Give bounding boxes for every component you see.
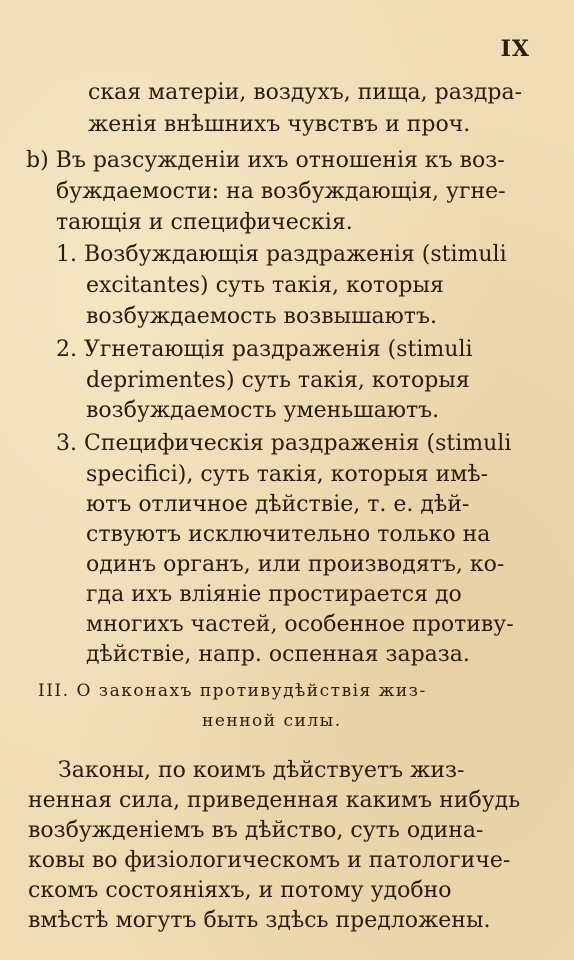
section-heading <box>38 674 427 706</box>
section-heading-line-2 <box>202 704 342 736</box>
text-line: вмѣстѣ могутъ быть здѣсь предложены. <box>28 908 491 933</box>
text-line: возбужденіемъ въ дѣйство, суть одина- <box>28 818 484 843</box>
page-number: IX <box>500 36 530 62</box>
text-line: ская матеріи, воздухъ, пища, раздра- <box>88 80 523 105</box>
list-item-3-line: 3. Специфическія раздраженія (stimuli <box>56 431 512 456</box>
text-line: возбуждаемость возвышаютъ. <box>86 304 437 329</box>
text-line: буждаемости: на возбуждающія, угне- <box>56 179 506 204</box>
text-line: дѣйствіе, напр. оспенная зараза. <box>86 642 470 667</box>
text-line: deprimentes) суть такія, которыя <box>86 368 470 393</box>
section-heading-line-1: III. О законахъ противудѣйствія жиз- <box>38 681 427 701</box>
text-line: скомъ состояніяхъ, и потому удобно <box>28 878 452 903</box>
text-line: ковы во физіологическомъ и патологиче- <box>28 848 511 873</box>
paragraph-line: Законы, по коимъ дѣйствуетъ жиз- <box>58 758 465 783</box>
text-line: гда ихъ вліяніе простирается до <box>86 582 462 607</box>
text-line: тающія и специфическія. <box>56 210 353 235</box>
text-line: возбуждаемость уменьшаютъ. <box>86 398 440 423</box>
list-item-2-line: 2. Угнетающія раздраженія (stimuli <box>56 337 473 362</box>
text-line: одинъ органъ, или производятъ, ко- <box>86 552 505 577</box>
text-line: ствуютъ исключительно только на <box>86 522 491 547</box>
text-line: ютъ отличное дѣйствіе, т. е. дѣй- <box>86 492 470 517</box>
list-item-1-line: 1. Возбуждающія раздраженія (stimuli <box>56 242 507 267</box>
text-line: ненная сила, приведенная какимъ нибудь <box>28 788 521 813</box>
section-heading-line-2-text: ненной силы. <box>202 711 342 731</box>
list-item-b-line: b) Въ разсужденіи ихъ отношенія къ воз- <box>26 148 505 173</box>
text-line: excitantes) суть такія, которыя <box>86 273 444 298</box>
text-line: женія внѣшнихъ чувствъ и проч. <box>88 112 471 137</box>
text-line: многихъ частей, особенное противу- <box>86 612 514 637</box>
text-line: specifici), суть такія, которыя имѣ- <box>86 462 489 487</box>
